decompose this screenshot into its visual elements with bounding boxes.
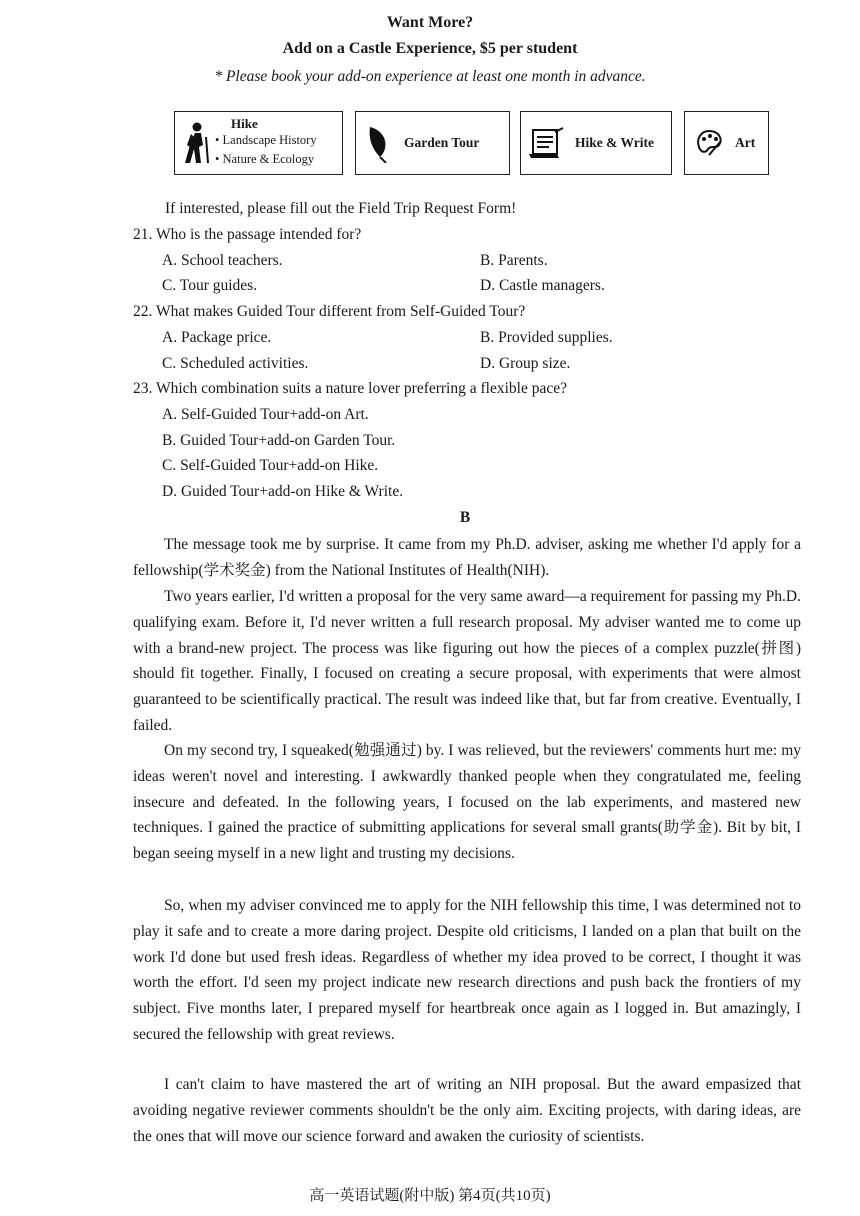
passage-paragraph: Two years earlier, I'd written a proposal for the very same award—a requirement for passing my Ph.D. qualifying exam. Before it, I'd never written a full research proposal. My adviser wanted me to come up with a brand-new project. The process was like figuring out how the pieces of a complex puzzle(拼图) should fit together. Finally, I focused on creating a secure proposal, with experiments that were almost guaranteed to be scientifically practical. The result was indeed like that, but far from creative. Eventually, I failed. [133, 588, 801, 734]
page-footer: 高一英语试题(附中版) 第4页(共10页) [309, 1188, 551, 1204]
addon-subtitle: Add on a Castle Experience, $5 per student [282, 40, 578, 57]
option-c: C. Self-Guided Tour+add-on Hike. [162, 457, 379, 474]
hiker-icon [181, 121, 211, 165]
option-d: D. Group size. [480, 355, 571, 372]
passage-paragraph: On my second try, I squeaked(勉强通过) by. I was relieved, but the reviewers' comments hurt me: my ideas weren't novel and interesting. I awkwardly thanked people when they congratulated me, feeling insecure and defeated. In the following years, I focused on the lab experiments, and mastered new techniques. I gained the practice of submitting applications for several small grants(助学金). Bit by bit, I began seeing myself in a new light and trusting my decisions. [133, 742, 801, 863]
option-d: D. Guided Tour+add-on Hike & Write. [162, 483, 404, 500]
option-a: A. Self-Guided Tour+add-on Art. [162, 406, 369, 423]
addon-hike-item: • Landscape History [215, 133, 317, 147]
palette-icon [695, 127, 725, 159]
question-stem: 23. Which combination suits a nature lover preferring a flexible pace? [133, 380, 567, 397]
addon-art-label: Art [735, 135, 756, 150]
option-b: B. Provided supplies. [480, 329, 613, 346]
addon-garden-label: Garden Tour [404, 135, 480, 150]
request-form-prompt: If interested, please fill out the Field Trip Request Form! [165, 200, 517, 217]
addon-art-box [684, 111, 769, 175]
addon-hike-item: • Nature & Ecology [215, 152, 315, 166]
option-d: D. Castle managers. [480, 277, 605, 294]
passage-paragraph: The message took me by surprise. It came from my Ph.D. adviser, asking me whether I'd apply for a fellowship(学术奖金) from the National Institutes of Health(NIH). [133, 536, 801, 579]
addon-hikewrite-box [520, 111, 672, 175]
addon-title: Want More? [386, 14, 474, 31]
option-b: B. Parents. [480, 252, 548, 269]
booking-note: * Please book your add-on experience at least one month in advance. [214, 68, 646, 85]
option-c: C. Scheduled activities. [162, 355, 309, 372]
option-a: A. School teachers. [162, 252, 283, 269]
option-b: B. Guided Tour+add-on Garden Tour. [162, 432, 396, 449]
option-a: A. Package price. [162, 329, 272, 346]
addon-hike-label: Hike [231, 116, 258, 131]
question-stem: 21. Who is the passage intended for? [133, 226, 362, 243]
passage-paragraph: I can't claim to have mastered the art of writing an NIH proposal. But the award empasized that avoiding negative reviewer comments shouldn't be the only aim. Exciting projects, with daring ideas, are the ones that will move our science forward and awaken the curiosity of scientists. [133, 1076, 801, 1145]
addon-hike-box [174, 111, 343, 175]
addon-garden-box [355, 111, 510, 175]
leaf-icon [366, 123, 390, 163]
scroll-icon [527, 126, 565, 160]
question-stem: 22. What makes Guided Tour different from Self-Guided Tour? [133, 303, 526, 320]
option-c: C. Tour guides. [162, 277, 258, 294]
passage-paragraph: So, when my adviser convinced me to apply for the NIH fellowship this time, I was determined not to play it safe and to create a more daring project. Despite old criticisms, I landed on a plan that built on the work I'd done but used fresh ideas. Regardless of whether my idea proved to be correct, I thought it was worth the effort. I'd seen my project indicate new research directions and push back the frontiers of my subject. Five months later, I prepared myself for heartbreak once again as I logged in. But amazingly, I secured the fellowship with great reviews. [133, 897, 801, 1043]
section-heading: B [459, 509, 471, 526]
addon-hikewrite-label: Hike & Write [575, 135, 654, 150]
